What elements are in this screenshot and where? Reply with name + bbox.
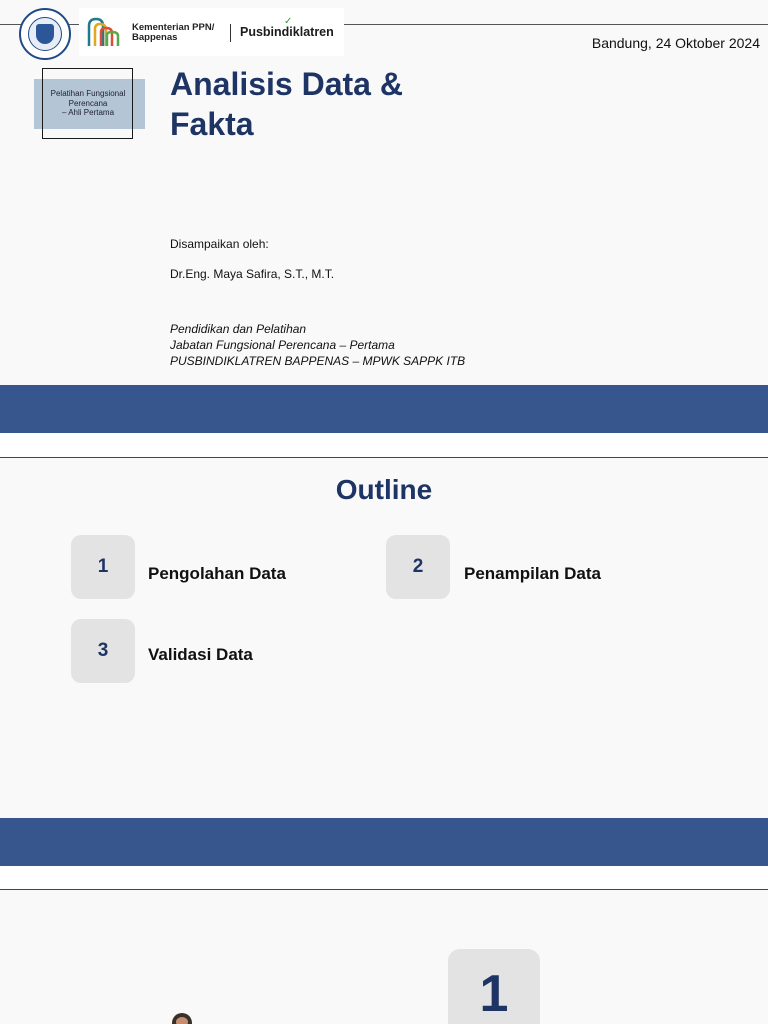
presented-by-label: Disampaikan oleh: <box>170 237 269 251</box>
person-face <box>176 1017 188 1024</box>
outline-title: Outline <box>335 474 433 505</box>
title-slide <box>0 0 768 433</box>
outline-number-3: 3 <box>71 619 135 683</box>
university-seal-icon <box>19 8 71 60</box>
footer-band <box>0 818 768 866</box>
speaker-name: Dr.Eng. Maya Safira, S.T., M.T. <box>170 267 335 281</box>
slide-title: Analisis Data & Fakta <box>170 66 403 142</box>
outline-item-2: Penampilan Data <box>464 564 601 583</box>
section-number: 1 <box>448 949 540 1024</box>
logo-ministry-name: Kementerian PPN/ Bappenas <box>132 22 215 43</box>
program-info: Pendidikan dan Pelatihan Jabatan Fungsional Perencana – Pertama PUSBINDIKLATREN BAPPENAS – MPWK SAPPK ITB <box>170 322 466 368</box>
logo-divider <box>230 24 231 42</box>
footer-band <box>0 385 768 433</box>
presentation-date: Bandung, 24 Oktober 2024 <box>591 35 760 51</box>
bappenas-logo <box>79 8 344 56</box>
outline-slide <box>0 458 768 866</box>
badge-text: Pelatihan Fungsional Perencana – Ahli Pertama <box>50 89 126 117</box>
check-icon: ✓ <box>284 16 293 27</box>
bappenas-logo-icon <box>87 16 123 48</box>
outline-number-2: 2 <box>386 535 450 599</box>
outline-item-1: Pengolahan Data <box>148 564 286 583</box>
outline-number-1: 1 <box>71 535 135 599</box>
section-slide <box>0 890 768 1024</box>
logo-brand-name: Pusbindiklatren <box>240 25 334 39</box>
outline-item-3: Validasi Data <box>148 645 253 664</box>
